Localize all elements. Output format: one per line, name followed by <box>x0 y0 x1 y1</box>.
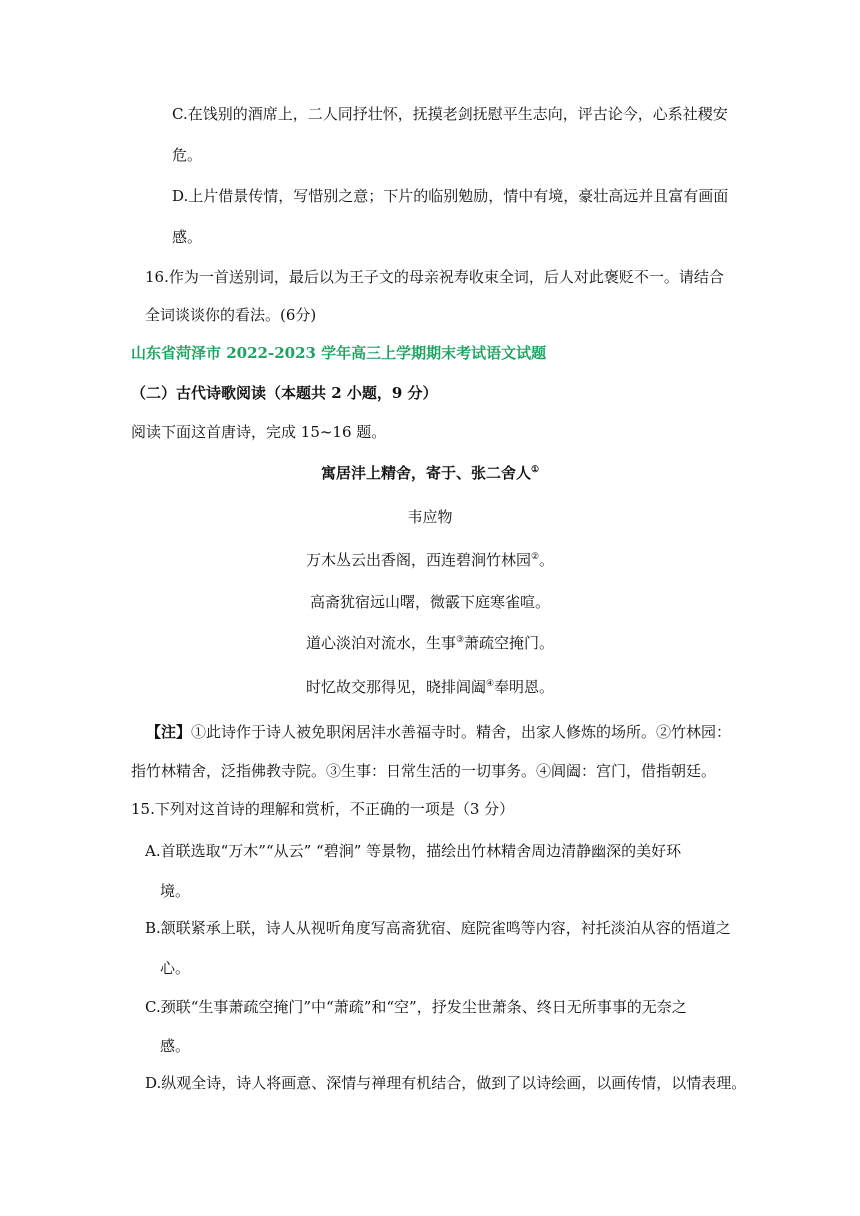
option-c-line1: C.在饯别的酒席上，二人同抒壮怀，抚摸老剑抚慰平生志向，评古论今，心系社稷安 <box>172 105 728 123</box>
poem-line-3: 道心淡泊对流水，生事③萧疏空掩门。 <box>305 634 555 652</box>
option-b-line2: 心。 <box>160 959 191 977</box>
option-c15-line2: 感。 <box>160 1037 191 1055</box>
footnote-mark: ① <box>530 465 540 475</box>
question-16-line2: 全词谈谈你的看法。(6分) <box>145 306 317 324</box>
poem-author: 韦应物 <box>407 508 453 526</box>
option-b-line1: B.颔联紧承上联，诗人从视听角度写高斋犹宿、庭院雀鸣等内容，衬托淡泊从容的悟道之 <box>145 919 731 937</box>
poem-line-2: 高斋犹宿远山曙，微霰下庭寒雀喧。 <box>309 593 550 611</box>
footnote-mark: ③ <box>455 635 465 645</box>
question-16-line1: 16.作为一首送别词，最后以为王子文的母亲祝寿收束全词，后人对此褒贬不一。请结合 <box>145 268 724 286</box>
poem-line-4: 时忆故交那得见，晓排阊阖④奉明恩。 <box>305 678 555 696</box>
footnote-mark: ④ <box>485 679 495 689</box>
option-d-line2: 感。 <box>172 228 203 246</box>
footnote-mark: ② <box>530 552 540 562</box>
reading-instruction: 阅读下面这首唐诗，完成 15~16 题。 <box>131 423 387 441</box>
section-heading: （二）古代诗歌阅读（本题共 2 小题，9 分） <box>131 384 438 402</box>
annotation-line2: 指竹林精舍，泛指佛教寺院。③生事：日常生活的一切事务。④阊阖：宫门，借指朝廷。 <box>131 762 717 780</box>
option-d-line1: D.上片借景传情，写惜别之意；下片的临别勉励，情中有境，豪壮高远并且富有画面 <box>172 187 729 205</box>
option-a-line1: A.首联选取“万木”“从云” “碧涧” 等景物，描绘出竹林精舍周边清静幽深的美好环 <box>145 842 682 860</box>
annotation-line1: 【注】①此诗作于诗人被免职闲居沣水善福寺时。精舍，出家人修炼的场所。②竹林园： <box>146 723 732 741</box>
poem-line-1: 万木丛云出香阁，西连碧涧竹林园②。 <box>305 551 555 569</box>
option-c15-line1: C.颈联“生事萧疏空掩门”中“萧疏”和“空”，抒发尘世萧条、终日无所事事的无奈之 <box>145 998 687 1016</box>
poem-title: 寓居沣上精舍，寄于、张二舍人① <box>320 464 540 482</box>
annotation-label: 【注】 <box>146 723 192 741</box>
source-title: 山东省菏泽市 2022-2023 学年高三上学期期末考试语文试题 <box>131 344 547 362</box>
question-15-stem: 15.下列对这首诗的理解和赏析，不正确的一项是（3 分） <box>131 800 515 818</box>
option-c-line2: 危。 <box>172 146 203 164</box>
option-d15-line1: D.纵观全诗，诗人将画意、深情与禅理有机结合，做到了以诗绘画，以画传情，以情表理。 <box>145 1074 747 1092</box>
option-a-line2: 境。 <box>160 882 191 900</box>
